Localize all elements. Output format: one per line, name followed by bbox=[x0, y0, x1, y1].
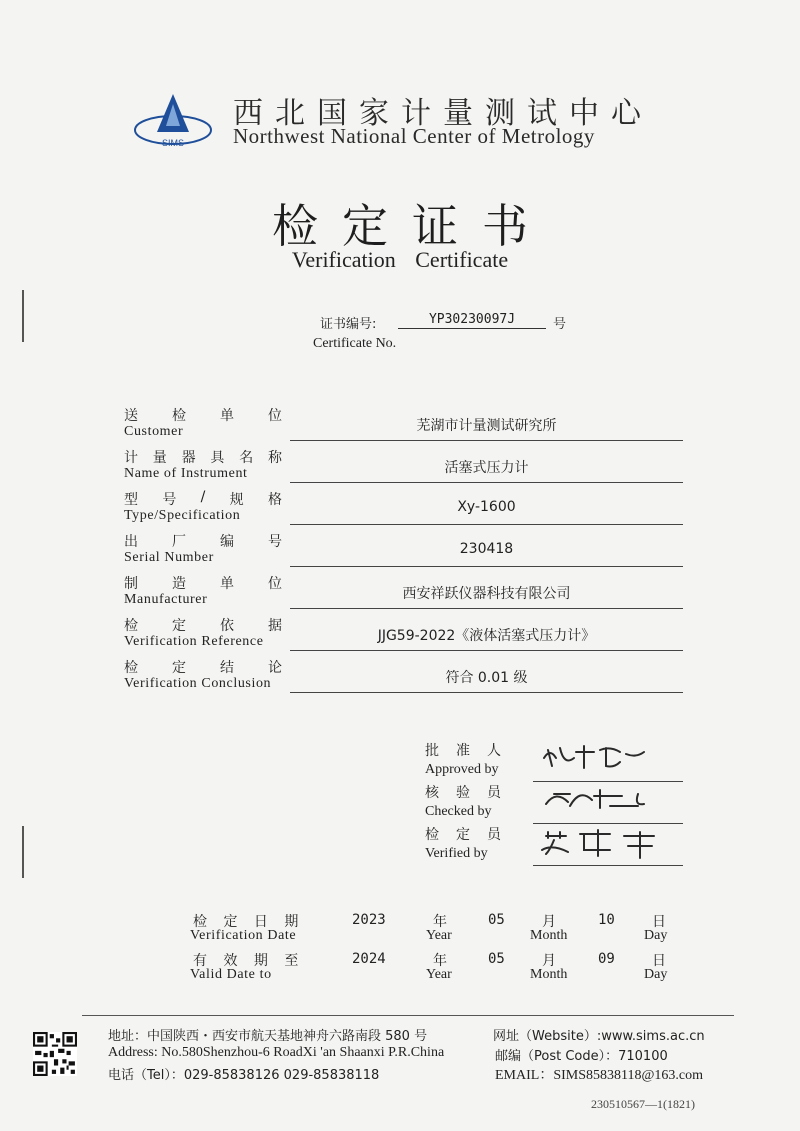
date-label-zh: 有 效 期 至 bbox=[193, 953, 305, 969]
signature-label-char: 验 bbox=[456, 785, 470, 801]
row-label-char: 量 bbox=[152, 450, 167, 466]
date-month-unit-zh: 月 bbox=[542, 953, 556, 969]
row-label-zh bbox=[124, 615, 282, 635]
row-label-char: 论 bbox=[268, 660, 282, 676]
title-zh: 检定证书 bbox=[272, 199, 552, 253]
signature-line bbox=[533, 823, 683, 824]
row-label-char: 位 bbox=[268, 408, 282, 424]
signature-label-char: 准 bbox=[456, 743, 470, 759]
row-label-char: 据 bbox=[268, 618, 282, 634]
signature-line bbox=[533, 865, 683, 866]
footer-address-zh: 地址：中国陕西・西安市航天基地神舟六路南段 580 号 bbox=[108, 1029, 428, 1044]
row-label-char: 出 bbox=[124, 534, 138, 550]
signature-label-char: 定 bbox=[456, 827, 470, 843]
signature-label-en: Checked by bbox=[425, 804, 492, 819]
row-label-en: Name of Instrument bbox=[124, 466, 248, 481]
signature-label-char: 员 bbox=[487, 827, 501, 843]
row-label-char: / bbox=[200, 489, 206, 505]
footer-postcode: 邮编（Post Code）：710100 bbox=[495, 1049, 668, 1064]
date-day: 09 bbox=[598, 951, 615, 967]
date-day-unit-zh: 日 bbox=[652, 914, 666, 930]
row-underline bbox=[290, 566, 683, 567]
certificate-no-value: YP30230097J bbox=[398, 312, 546, 329]
row-label-char: 器 bbox=[181, 450, 196, 466]
date-year: 2024 bbox=[352, 951, 386, 967]
row-label-char: 名 bbox=[239, 450, 254, 466]
org-name-zh: 西北国家计量测试中心 bbox=[233, 96, 653, 131]
row-label-zh bbox=[124, 657, 282, 677]
date-day-unit-en: Day bbox=[644, 967, 668, 982]
date-label-en: Verification Date bbox=[190, 928, 297, 943]
date-month-unit-en: Month bbox=[530, 967, 568, 982]
row-label-char: 单 bbox=[220, 576, 234, 592]
row-label-zh bbox=[124, 489, 282, 509]
date-year-unit-zh: 年 bbox=[433, 953, 447, 969]
row-value: JJG59-2022《液体活塞式压力计》 bbox=[377, 628, 596, 644]
date-month: 05 bbox=[488, 951, 505, 967]
row-label-char: 检 bbox=[172, 408, 186, 424]
row-label-char: 具 bbox=[210, 450, 225, 466]
date-day-unit-zh: 日 bbox=[652, 953, 666, 969]
handwritten-signature bbox=[540, 828, 670, 862]
signature-label-char: 员 bbox=[487, 785, 501, 801]
row-underline bbox=[290, 608, 683, 609]
qr-code-icon bbox=[33, 1032, 77, 1076]
signature-label-char: 检 bbox=[425, 827, 439, 843]
row-label-char: 位 bbox=[268, 576, 282, 592]
handwritten-signature bbox=[540, 786, 670, 820]
row-value: Xy-1600 bbox=[457, 499, 516, 515]
row-label-en: Manufacturer bbox=[124, 592, 208, 607]
row-underline bbox=[290, 650, 683, 651]
signature-label-en: Verified by bbox=[425, 846, 488, 861]
row-underline bbox=[290, 482, 683, 483]
row-label-en: Verification Reference bbox=[124, 634, 264, 649]
row-underline bbox=[290, 692, 683, 693]
row-label-en: Customer bbox=[124, 424, 184, 439]
signature-label-zh bbox=[425, 782, 501, 802]
row-label-char: 编 bbox=[220, 534, 234, 550]
row-value: 230418 bbox=[459, 541, 514, 557]
row-label-char: 厂 bbox=[172, 534, 186, 550]
row-label-char: 号 bbox=[268, 534, 282, 550]
date-year-unit-en: Year bbox=[426, 967, 452, 982]
signature-label-char: 批 bbox=[425, 743, 439, 759]
row-label-char: 送 bbox=[124, 408, 138, 424]
certificate-no-label: 证书编号: bbox=[320, 317, 377, 332]
handwritten-signature bbox=[540, 744, 670, 778]
row-label-zh bbox=[124, 573, 282, 593]
date-month: 05 bbox=[488, 912, 505, 928]
row-label-en: Verification Conclusion bbox=[124, 676, 272, 691]
org-name-en: Northwest National Center of Metrology bbox=[233, 124, 595, 148]
row-value: 芜湖市计量测试研究所 bbox=[416, 418, 557, 434]
row-label-char: 检 bbox=[124, 618, 138, 634]
row-label-char: 单 bbox=[220, 408, 234, 424]
row-label-char: 定 bbox=[172, 660, 186, 676]
date-year-unit-en: Year bbox=[426, 928, 452, 943]
date-month-unit-en: Month bbox=[530, 928, 568, 943]
date-day: 10 bbox=[598, 912, 615, 928]
row-underline bbox=[290, 524, 683, 525]
row-label-char: 制 bbox=[124, 576, 138, 592]
certificate-no-label-en: Certificate No. bbox=[313, 336, 397, 351]
date-label-en: Valid Date to bbox=[190, 967, 272, 982]
row-label-char: 检 bbox=[124, 660, 138, 676]
row-label-char: 依 bbox=[220, 618, 234, 634]
row-underline bbox=[290, 440, 683, 441]
signature-line bbox=[533, 781, 683, 782]
row-label-char: 计 bbox=[124, 450, 138, 466]
signature-label-zh bbox=[425, 740, 501, 760]
row-value: 符合 0.01 级 bbox=[445, 670, 528, 686]
signature-label-char: 人 bbox=[487, 743, 501, 759]
row-label-char: 定 bbox=[172, 618, 186, 634]
date-year: 2023 bbox=[352, 912, 386, 928]
row-label-char: 型 bbox=[124, 492, 138, 508]
date-day-unit-en: Day bbox=[644, 928, 668, 943]
signature-label-char: 核 bbox=[425, 785, 439, 801]
signature-label-en: Approved by bbox=[425, 762, 499, 777]
footer-email: EMAIL：SIMS85838118@163.com bbox=[495, 1068, 703, 1083]
certificate-code: 230510567—1(1821) bbox=[591, 1097, 695, 1111]
margin-mark-top bbox=[22, 290, 24, 342]
footer-website: 网址（Website）:www.sims.ac.cn bbox=[493, 1029, 705, 1044]
row-label-zh bbox=[124, 531, 282, 551]
row-value: 西安祥跃仪器科技有限公司 bbox=[402, 586, 571, 602]
row-label-char: 规 bbox=[229, 492, 244, 508]
row-value: 活塞式压力计 bbox=[444, 460, 529, 476]
footer-phone: 电话（Tel）：029-85838126 029-85838118 bbox=[108, 1068, 380, 1083]
footer-divider bbox=[82, 1015, 734, 1016]
row-label-en: Serial Number bbox=[124, 550, 214, 565]
signature-label-zh bbox=[425, 824, 501, 844]
title-en: Verification Certificate bbox=[291, 247, 509, 272]
date-year-unit-zh: 年 bbox=[433, 914, 447, 930]
date-month-unit-zh: 月 bbox=[542, 914, 556, 930]
row-label-char: 结 bbox=[220, 660, 234, 676]
row-label-en: Type/Specification bbox=[124, 508, 241, 523]
row-label-zh bbox=[124, 405, 282, 425]
row-label-char: 号 bbox=[162, 492, 177, 508]
date-label-zh: 检 定 日 期 bbox=[193, 914, 305, 930]
logo-text: SIMS bbox=[161, 138, 185, 148]
margin-mark-bottom bbox=[22, 826, 24, 878]
row-label-char: 造 bbox=[172, 576, 186, 592]
row-label-char: 格 bbox=[267, 492, 282, 508]
certificate-no-suffix: 号 bbox=[553, 317, 567, 332]
sims-logo bbox=[133, 92, 213, 152]
footer-address-en: Address: No.580Shenzhou-6 RoadXi 'an Shaanxi P.R.China bbox=[108, 1045, 445, 1060]
row-label-char: 称 bbox=[267, 450, 282, 466]
row-label-zh bbox=[124, 447, 282, 467]
